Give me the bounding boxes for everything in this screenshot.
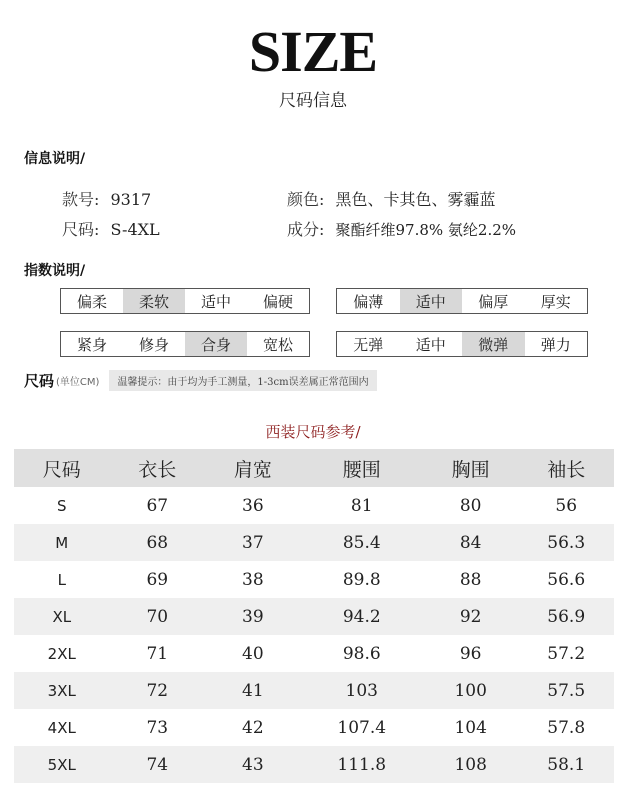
measure-cell: 88 <box>459 569 482 590</box>
elasticity-option: 适中 <box>415 335 446 354</box>
measure-cell: 85.4 <box>301 524 423 561</box>
column-header: 肩宽 <box>205 449 301 487</box>
measure-cell: 67 <box>146 495 169 516</box>
elasticity-option: 无弹 <box>353 335 384 354</box>
info-heading: 信息说明/ <box>24 151 86 167</box>
color-info <box>287 187 496 210</box>
material-label: 成分: <box>287 220 325 239</box>
index-heading: 指数说明/ <box>24 263 86 279</box>
style-label: 款号: <box>62 190 100 209</box>
measure-cell: 69 <box>146 569 169 590</box>
table-row <box>14 487 614 524</box>
size-cell: S <box>57 496 67 515</box>
measure-cell: 38 <box>242 569 264 590</box>
measure-cell: 56.3 <box>518 524 614 561</box>
measure-unit: (单位CM) <box>56 377 100 388</box>
table-row <box>14 709 614 746</box>
size-cell: 5XL <box>14 746 110 783</box>
measure-cell: 108 <box>423 746 519 783</box>
table-row <box>14 635 614 672</box>
size-value: S-4XL <box>110 220 160 239</box>
fit-scale <box>60 331 310 357</box>
measure-cell: 57.2 <box>547 643 586 664</box>
measure-cell: 74 <box>110 746 206 783</box>
elasticity-option: 微弹 <box>462 332 525 356</box>
size-cell: 4XL <box>47 718 76 737</box>
measure-cell: 72 <box>110 672 206 709</box>
softness-option: 柔软 <box>123 289 185 313</box>
measure-cell: 92 <box>423 598 519 635</box>
measure-cell: 70 <box>110 598 206 635</box>
fit-option: 紧身 <box>76 335 107 354</box>
size-cell: M <box>14 524 110 561</box>
size-cell: 3XL <box>14 672 110 709</box>
column-header: 衣长 <box>110 449 206 487</box>
column-header: 袖长 <box>518 449 614 487</box>
measure-cell: 71 <box>146 643 169 664</box>
softness-scale <box>60 288 310 314</box>
softness-option: 偏硬 <box>262 292 293 311</box>
measure-cell: 56 <box>555 495 578 516</box>
measure-cell: 58.1 <box>518 746 614 783</box>
material-info <box>287 217 516 240</box>
measure-cell: 84 <box>423 524 519 561</box>
measure-cell: 98.6 <box>342 643 381 664</box>
table-row <box>14 561 614 598</box>
column-header: 胸围 <box>423 449 519 487</box>
measure-label: 尺码 <box>24 372 55 390</box>
style-value: 9317 <box>110 190 152 209</box>
column-header: 尺码 <box>14 449 110 487</box>
size-range <box>62 217 160 240</box>
softness-option: 偏柔 <box>76 292 107 311</box>
fit-option: 修身 <box>138 335 169 354</box>
color-label: 颜色: <box>287 190 325 209</box>
table-row <box>14 746 614 783</box>
measure-cell: 43 <box>205 746 301 783</box>
fit-option: 宽松 <box>262 335 293 354</box>
measure-cell: 94.2 <box>301 598 423 635</box>
elasticity-scale <box>336 331 588 357</box>
measure-cell: 68 <box>110 524 206 561</box>
softness-option: 适中 <box>200 292 231 311</box>
measure-cell: 81 <box>350 495 373 516</box>
size-cell: XL <box>14 598 110 635</box>
thickness-option: 厚实 <box>540 292 571 311</box>
measure-cell: 56.6 <box>547 569 586 590</box>
size-cell: 2XL <box>47 644 76 663</box>
measure-cell: 57.5 <box>518 672 614 709</box>
size-table-title: 西装尺码参考/ <box>265 423 361 441</box>
size-cell: L <box>57 570 66 589</box>
measure-cell: 56.9 <box>518 598 614 635</box>
page-title: SIZE <box>248 19 378 84</box>
measure-cell: 42 <box>242 717 264 738</box>
fit-option: 合身 <box>185 332 247 356</box>
thickness-option: 偏薄 <box>353 292 384 311</box>
measure-cell: 96 <box>459 643 482 664</box>
thickness-option: 适中 <box>400 289 463 313</box>
measure-cell: 41 <box>205 672 301 709</box>
measure-cell: 100 <box>423 672 519 709</box>
measure-cell: 89.8 <box>342 569 381 590</box>
material-value: 聚酯纤维97.8% 氨纶2.2% <box>335 221 517 239</box>
measure-cell: 39 <box>205 598 301 635</box>
size-table-header <box>14 449 614 487</box>
size-label: 尺码: <box>62 220 100 239</box>
elasticity-option: 弹力 <box>540 335 571 354</box>
measure-cell: 36 <box>242 495 264 516</box>
measure-cell: 104 <box>454 717 487 738</box>
measure-cell: 107.4 <box>337 717 387 738</box>
size-table <box>14 449 614 783</box>
measure-cell: 40 <box>242 643 264 664</box>
color-value: 黑色、卡其色、雾霾蓝 <box>335 190 496 209</box>
measure-cell: 111.8 <box>301 746 423 783</box>
table-row <box>14 672 614 709</box>
measure-cell: 103 <box>301 672 423 709</box>
column-header: 腰围 <box>301 449 423 487</box>
table-row <box>14 598 614 635</box>
measure-cell: 80 <box>459 495 482 516</box>
style-number <box>62 187 151 210</box>
measure-cell: 57.8 <box>547 717 586 738</box>
measure-tip: 温馨提示：由于均为手工测量，1-3cm误差属正常范围内 <box>109 370 376 391</box>
page-subtitle: 尺码信息 <box>279 91 347 111</box>
thickness-option: 偏厚 <box>478 292 509 311</box>
measure-cell: 37 <box>205 524 301 561</box>
table-row <box>14 524 614 561</box>
measure-note <box>24 370 377 391</box>
thickness-scale <box>336 288 588 314</box>
measure-cell: 73 <box>146 717 169 738</box>
